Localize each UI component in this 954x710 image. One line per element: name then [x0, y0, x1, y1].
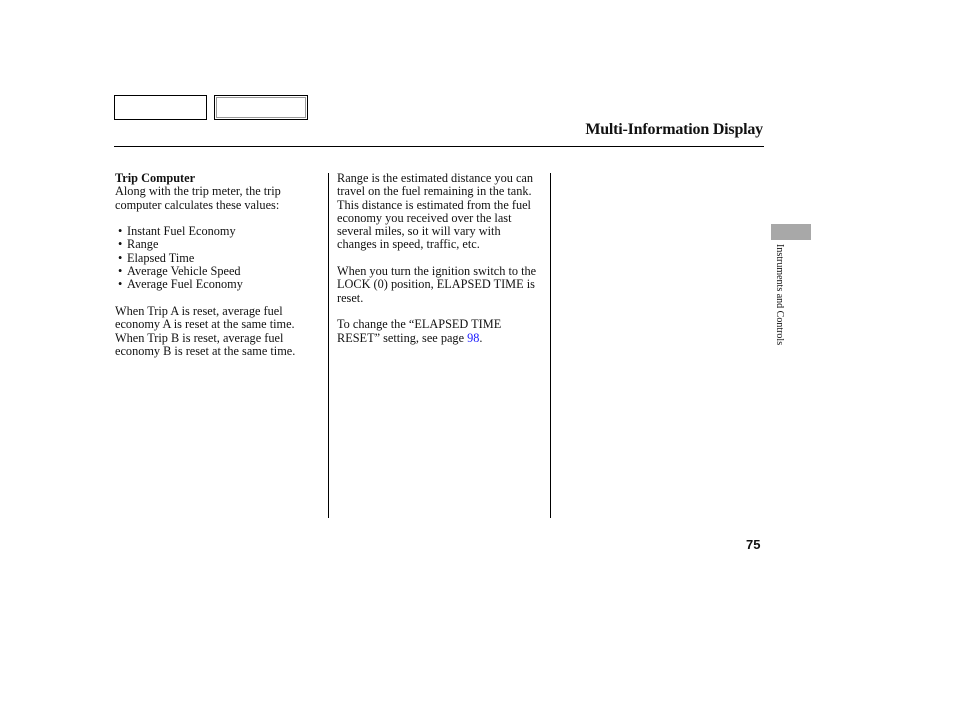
section-label: Instruments and Controls	[774, 244, 785, 346]
section-heading: Trip Computer	[115, 171, 196, 185]
column-middle	[337, 172, 542, 345]
reset-paragraph: When Trip A is reset, average fuel economy A is reset at the same time. When Trip B is reset, average fuel economy B is reset at the same time.	[115, 303, 296, 358]
page-title: Multi-Information Display	[585, 121, 763, 138]
page-number: 75	[746, 537, 761, 552]
section-tab	[771, 224, 811, 240]
range-paragraph: Range is the estimated distance you can travel on the fuel remaining in the tank. This distance is estimated from the fuel economy you received over the last several miles, so it will vary with changes in speed, traffic, etc.	[337, 171, 534, 252]
ignition-paragraph: When you turn the ignition switch to the LOCK (0) position, ELAPSED TIME is reset.	[337, 264, 537, 305]
values-list	[115, 225, 323, 291]
column-divider-right	[550, 173, 551, 518]
list-item: • Instant Fuel Economy	[118, 224, 236, 239]
intro-paragraph: Along with the trip meter, the trip computer calculates these values:	[115, 184, 281, 212]
page-reference-link[interactable]: 98	[467, 330, 480, 345]
column-divider-left	[328, 173, 329, 518]
list-item: • Range	[118, 237, 159, 252]
title-divider	[114, 146, 764, 147]
list-item: • Average Fuel Economy	[118, 277, 243, 292]
change-setting-paragraph: To change the “ELAPSED TIME RESET” setting, see page 98.	[337, 317, 502, 345]
column-left	[115, 172, 323, 358]
main-menu-button[interactable]	[114, 95, 207, 120]
list-item: • Elapsed Time	[118, 250, 195, 265]
list-item: • Average Vehicle Speed	[118, 264, 241, 279]
index-button[interactable]	[214, 95, 308, 120]
